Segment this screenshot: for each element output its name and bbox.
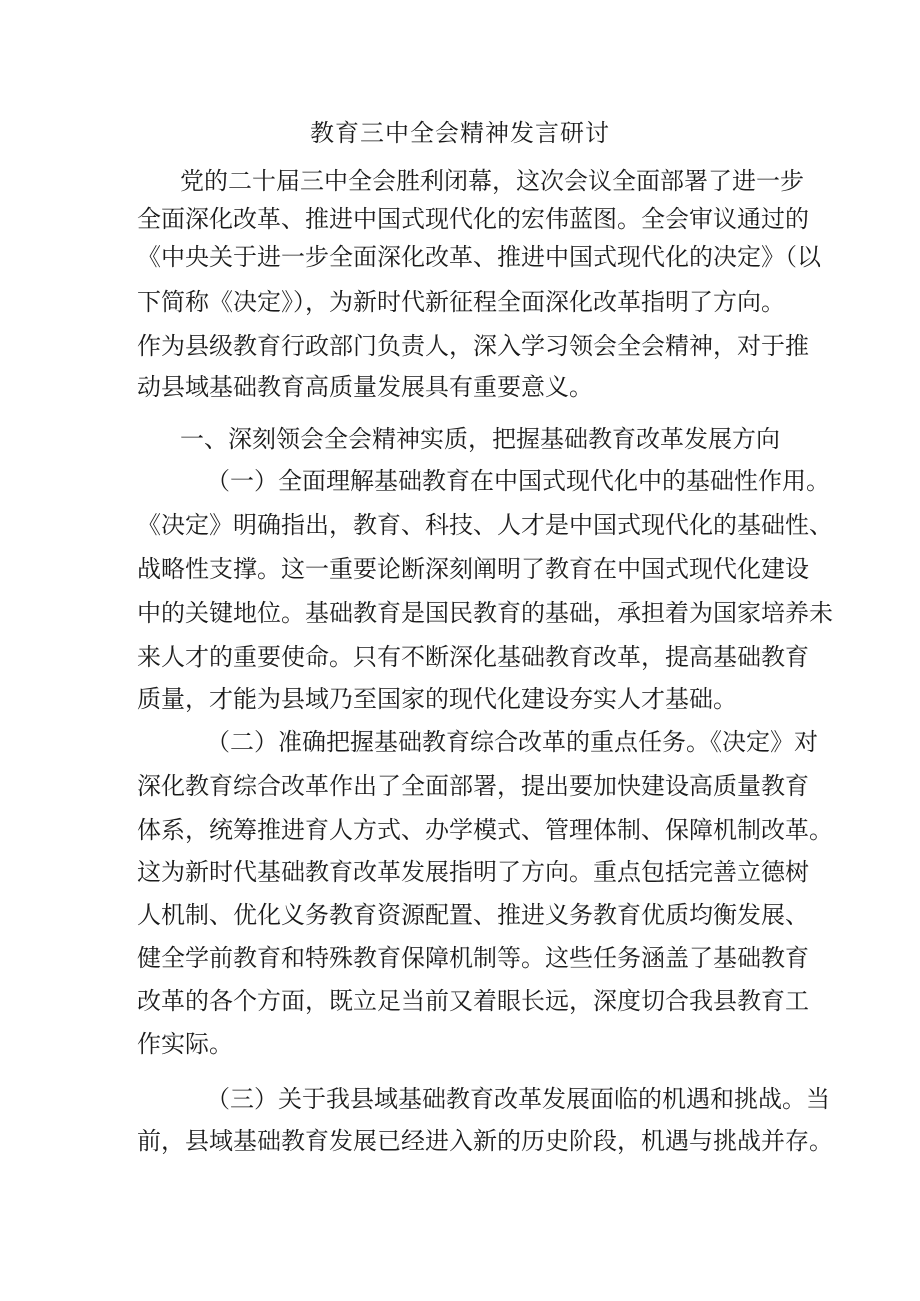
paragraph-line: 全面深化改革、推进中国式现代化的宏伟蓝图。全会审议通过的: [137, 205, 809, 233]
section-heading: 一、深刻领会全会精神实质，把握基础教育改革发展方向: [180, 425, 780, 453]
document-title: 教育三中全会精神发言研讨: [310, 119, 610, 147]
paragraph-line: 来人才的重要使命。只有不断深化基础教育改革，提高基础教育: [137, 643, 809, 671]
paragraph-line: 健全学前教育和特殊教育保障机制等。这些任务涵盖了基础教育: [137, 944, 809, 972]
paragraph-line: 前，县域基础教育发展已经进入新的历史阶段，机遇与挑战并存。: [137, 1127, 833, 1155]
subsection-heading: （一）全面理解基础教育在中国式现代化中的基础性作用。: [206, 467, 830, 495]
paragraph-line: 人机制、优化义务教育资源配置、推进义务教育优质均衡发展、: [137, 901, 809, 929]
subsection-heading: （三）关于我县域基础教育改革发展面临的机遇和挑战。当: [206, 1085, 830, 1113]
paragraph-line: 体系，统筹推进育人方式、办学模式、管理体制、保障机制改革。: [137, 816, 833, 844]
paragraph-line: 这为新时代基础教育改革发展指明了方向。重点包括完善立德树: [137, 858, 809, 886]
paragraph-line: 动县域基础教育高质量发展具有重要意义。: [137, 373, 593, 401]
paragraph-line: 作为县级教育行政部门负责人，深入学习领会全会精神，对于推: [137, 332, 809, 360]
paragraph-line: 《决定》明确指出，教育、科技、人才是中国式现代化的基础性、: [137, 511, 833, 539]
subsection-heading: （二）准确把握基础教育综合改革的重点任务。《决定》对: [206, 728, 818, 756]
paragraph-line: 党的二十届三中全会胜利闭幕，这次会议全面部署了进一步: [180, 167, 804, 195]
paragraph-line: 《中央关于进一步全面深化改革、推进中国式现代化的决定》（以: [137, 243, 821, 271]
paragraph-line: 深化教育综合改革作出了全面部署，提出要加快建设高质量教育: [137, 772, 809, 800]
paragraph-line: 下简称《决定》），为新时代新征程全面深化改革指明了方向。: [137, 288, 785, 316]
paragraph-line: 改革的各个方面，既立足当前又着眼长远，深度切合我县教育工: [137, 987, 809, 1015]
paragraph-line: 战略性支撑。这一重要论断深刻阐明了教育在中国式现代化建设: [137, 555, 809, 583]
paragraph-line: 作实际。: [137, 1030, 233, 1058]
paragraph-line: 中的关键地位。基础教育是国民教育的基础，承担着为国家培养未: [137, 599, 833, 627]
paragraph-line: 质量，才能为县域乃至国家的现代化建设夯实人才基础。: [137, 685, 737, 713]
